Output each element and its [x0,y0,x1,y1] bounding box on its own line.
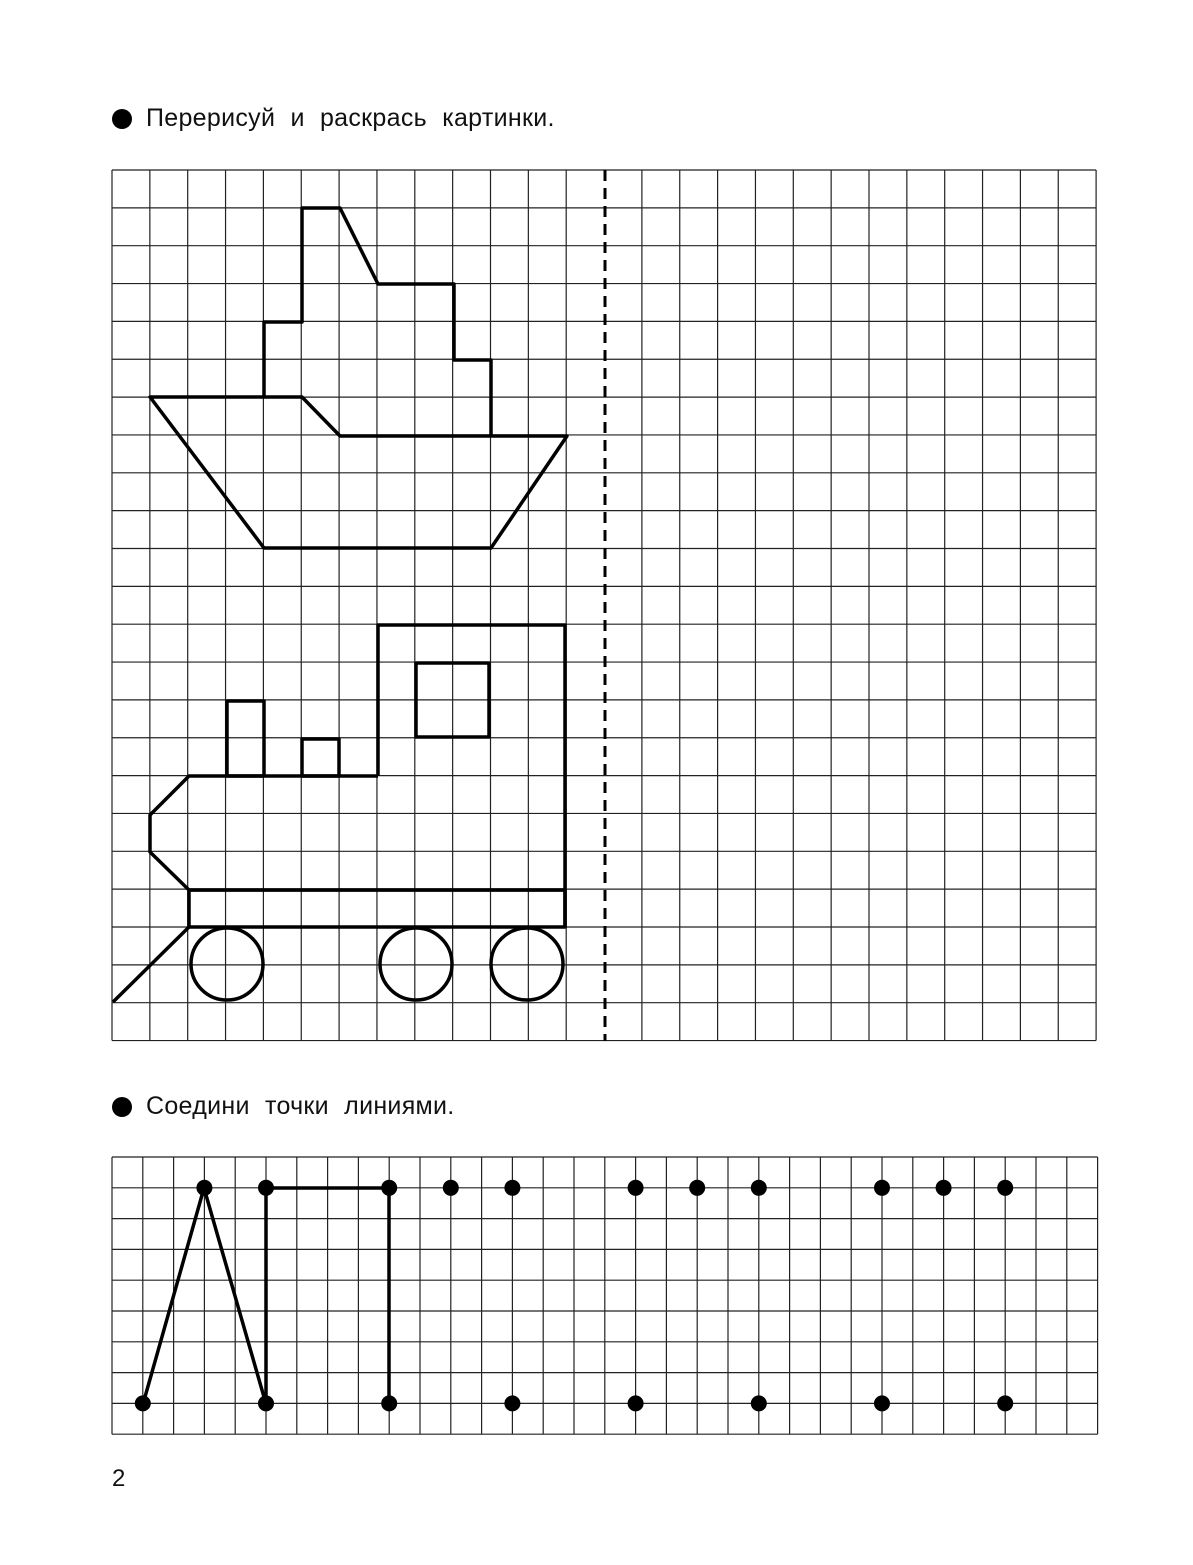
connect-dot [689,1180,705,1196]
connected-dot-lines [143,1188,389,1404]
connect-dot [751,1395,767,1411]
connect-dot [135,1395,151,1411]
task-2-text: Соедини точки линиями. [146,1092,455,1120]
connect-dot [628,1395,644,1411]
connect-dot [874,1180,890,1196]
connect-dot [258,1395,274,1411]
connect-dot [504,1180,520,1196]
train-wheel [191,928,263,1000]
connect-dot [381,1180,397,1196]
page-number: 2 [112,1465,126,1492]
train-boiler [150,776,565,890]
train-dome [302,739,339,776]
connect-dot [258,1180,274,1196]
connect-dot [936,1180,952,1196]
connect-dot [997,1180,1013,1196]
connect-dot [381,1395,397,1411]
dots-grid [112,1157,1098,1434]
connect-dot [997,1395,1013,1411]
task-1-text: Перерисуй и раскрась картинки. [146,104,555,132]
connect-dot [751,1180,767,1196]
connect-dot [196,1180,212,1196]
connect-dot [443,1180,459,1196]
ship-picture [150,208,567,548]
train-wheel [491,928,563,1000]
connect-dot [504,1395,520,1411]
train-chimney [227,701,264,776]
train-wheel [380,928,452,1000]
connect-dot [874,1395,890,1411]
connect-dot [628,1180,644,1196]
